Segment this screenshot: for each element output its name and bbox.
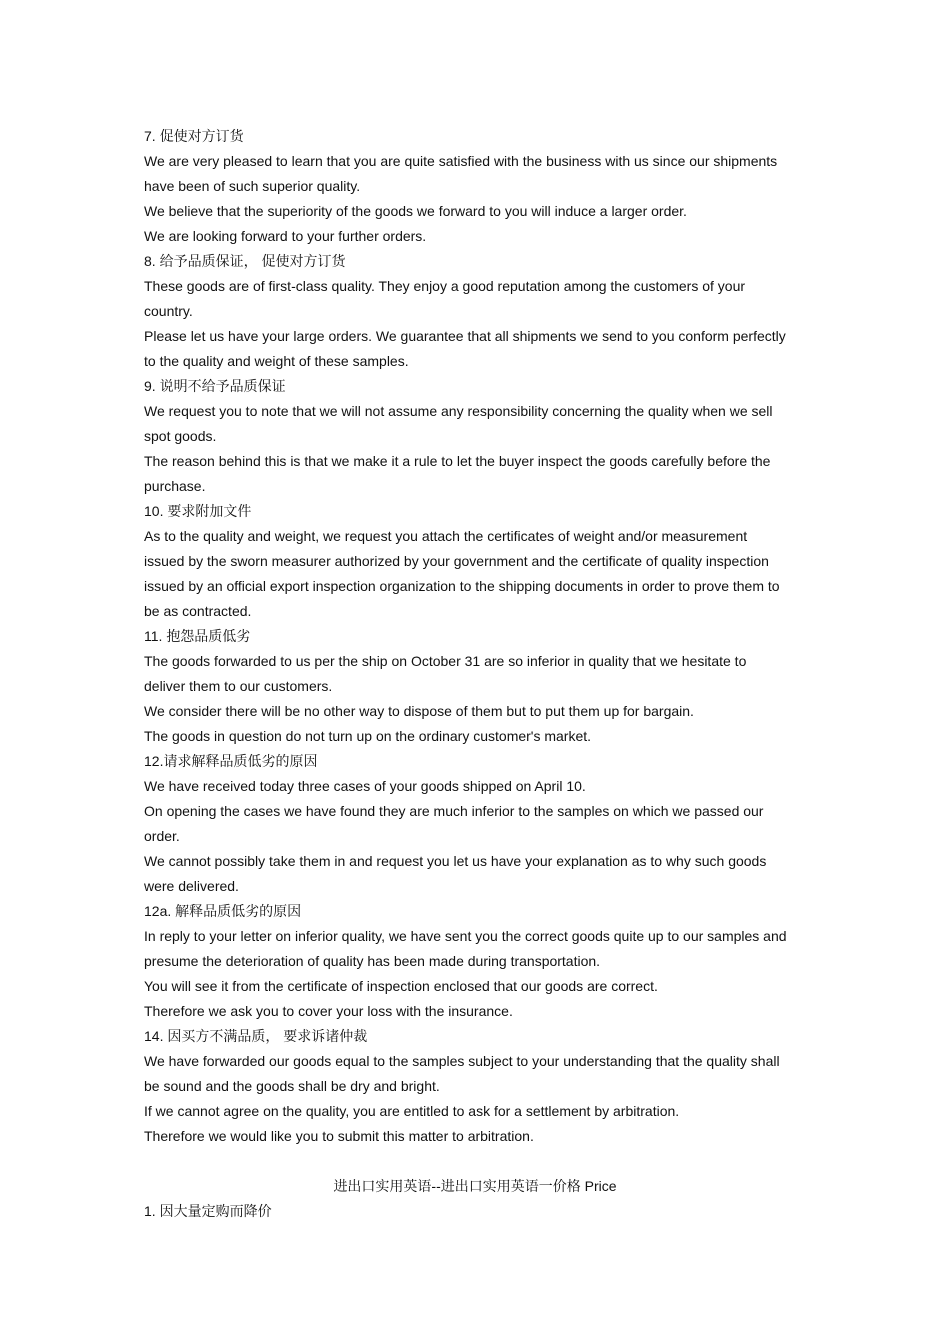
paragraph-line: If we cannot agree on the quality, you are entitled to ask for a settlement by arbitration. xyxy=(144,1103,680,1119)
paragraph-line: were delivered. xyxy=(144,878,239,894)
paragraph-line: spot goods. xyxy=(144,428,217,444)
paragraph-line: Please let us have your large orders. We guarantee that all shipments we send to you conform perfectly xyxy=(144,328,786,344)
heading-12: 12.请求解释品质低劣的原因 xyxy=(144,753,318,769)
paragraph-line: We are very pleased to learn that you are quite satisfied with the business with us since our shipments xyxy=(144,153,778,169)
heading-9: 9. 说明不给予品质保证 xyxy=(144,378,286,394)
paragraph-line: Therefore we ask you to cover your loss with the insurance. xyxy=(144,1003,513,1019)
paragraph-line: The reason behind this is that we make it a rule to let the buyer inspect the goods carefully before the xyxy=(144,453,771,469)
heading-8: 8. 给予品质保证， 促使对方订货 xyxy=(144,253,346,269)
paragraph-line: You will see it from the certificate of inspection enclosed that our goods are correct. xyxy=(144,978,658,994)
section-gap xyxy=(144,1149,814,1174)
paragraph-line: These goods are of first-class quality. They enjoy a good reputation among the customers of your xyxy=(144,278,746,294)
paragraph-line: to the quality and weight of these samples. xyxy=(144,353,409,369)
paragraph-line: be as contracted. xyxy=(144,603,252,619)
paragraph-line: We believe that the superiority of the goods we forward to you will induce a larger order. xyxy=(144,203,687,219)
heading-7: 7. 促使对方订货 xyxy=(144,128,244,144)
document-page xyxy=(144,124,814,1224)
paragraph-line: As to the quality and weight, we request you attach the certificates of weight and/or measurement xyxy=(144,528,748,544)
paragraph-line: purchase. xyxy=(144,478,206,494)
heading-11: 11. 抱怨品质低劣 xyxy=(144,628,251,644)
paragraph-line: have been of such superior quality. xyxy=(144,178,361,194)
paragraph-line: On opening the cases we have found they are much inferior to the samples on which we passed our xyxy=(144,803,764,819)
paragraph-line: issued by the sworn measurer authorized by your government and the certificate of quality inspection xyxy=(144,553,769,569)
paragraph-line: country. xyxy=(144,303,193,319)
paragraph-line: In reply to your letter on inferior quality, we have sent you the correct goods quite up to our samples and xyxy=(144,928,787,944)
heading-12a: 12a. 解释品质低劣的原因 xyxy=(144,903,302,919)
paragraph-line: We consider there will be no other way to dispose of them but to put them up for bargain. xyxy=(144,703,694,719)
heading-price-1: 1. 因大量定购而降价 xyxy=(144,1203,272,1219)
paragraph-line: We request you to note that we will not assume any responsibility concerning the quality when we sell xyxy=(144,403,773,419)
paragraph-line: be sound and the goods shall be dry and bright. xyxy=(144,1078,440,1094)
paragraph-line: The goods forwarded to us per the ship on October 31 are so inferior in quality that we hesitate to xyxy=(144,653,747,669)
paragraph-line: order. xyxy=(144,828,180,844)
paragraph-line: We cannot possibly take them in and request you let us have your explanation as to why such goods xyxy=(144,853,767,869)
paragraph-line: We have received today three cases of your goods shipped on April 10. xyxy=(144,778,586,794)
paragraph-line: issued by an official export inspection organization to the shipping documents in order to prove them to xyxy=(144,578,780,594)
paragraph-line: Therefore we would like you to submit this matter to arbitration. xyxy=(144,1128,534,1144)
paragraph-line: presume the deterioration of quality has been made during transportation. xyxy=(144,953,601,969)
paragraph-line: The goods in question do not turn up on the ordinary customer's market. xyxy=(144,728,592,744)
paragraph-line: We are looking forward to your further orders. xyxy=(144,228,427,244)
heading-10: 10. 要求附加文件 xyxy=(144,503,252,519)
heading-14: 14. 因买方不满品质， 要求诉诸仲裁 xyxy=(144,1028,368,1044)
paragraph-line: deliver them to our customers. xyxy=(144,678,333,694)
section-title: 进出口实用英语--进出口实用英语一价格 Price xyxy=(333,1178,617,1194)
paragraph-line: We have forwarded our goods equal to the samples subject to your understanding that the quality shall xyxy=(144,1053,780,1069)
